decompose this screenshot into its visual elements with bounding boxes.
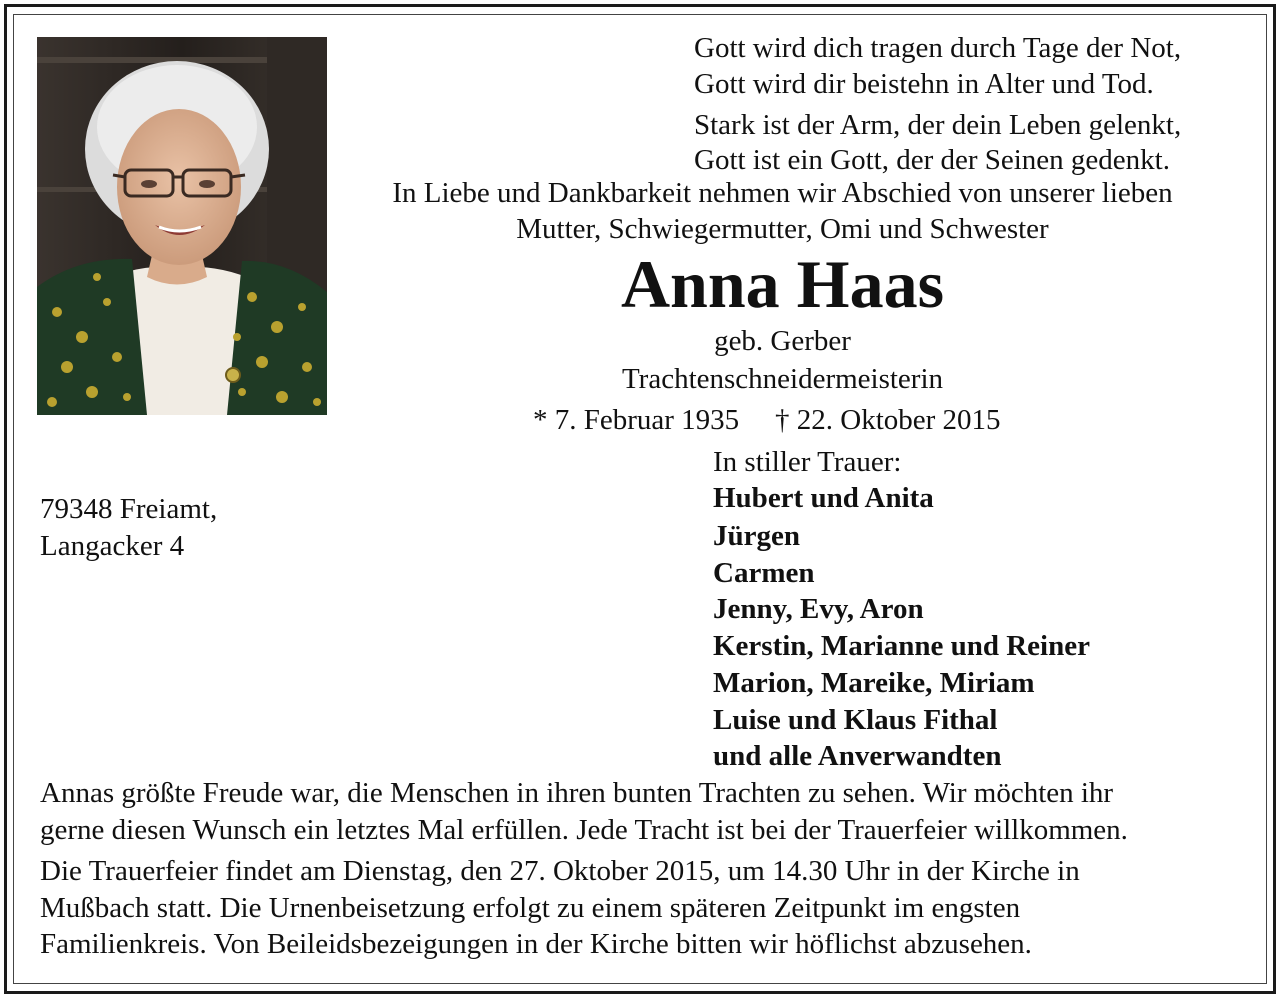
intro-line-2: Mutter, Schwiegermutter, Omi und Schwester (516, 213, 1049, 245)
mourner-name: Kerstin, Marianne und Reiner (713, 630, 1090, 662)
portrait-photo (37, 37, 327, 415)
address-line-2: Langacker 4 (40, 530, 185, 562)
mourner-name: Luise und Klaus Fithal (713, 704, 998, 736)
mourner-name: Marion, Mareike, Miriam (713, 667, 1035, 699)
mourner-name: Jenny, Evy, Aron (713, 593, 924, 625)
address-line-1: 79348 Freiamt, (40, 493, 218, 525)
maiden-name: geb. Gerber (714, 325, 851, 357)
profession: Trachtenschneidermeisterin (621, 363, 944, 395)
death-date: † 22. Oktober 2015 (775, 404, 1001, 436)
birth-date: * 7. Februar 1935 (533, 404, 740, 436)
poem-line-2: Gott wird dir beistehn in Alter und Tod. (694, 68, 1154, 100)
poem-line-4: Gott ist ein Gott, der der Seinen gedenkt. (694, 144, 1170, 176)
mourner-name: Hubert und Anita (713, 482, 934, 514)
service-line-2: Mußbach statt. Die Urnenbeisetzung erfolgt zu einem späteren Zeitpunkt im engsten (40, 892, 1021, 924)
note-line-2: gerne diesen Wunsch ein letztes Mal erfüllen. Jede Tracht ist bei der Trauerfeier willkommen. (40, 814, 1128, 846)
mourner-name: Jürgen (713, 520, 800, 552)
mourners-heading: In stiller Trauer: (713, 446, 902, 478)
mourner-name: und alle Anverwandten (713, 740, 1002, 772)
poem-line-3: Stark ist der Arm, der dein Leben gelenkt, (694, 109, 1182, 141)
intro-line-1: In Liebe und Dankbarkeit nehmen wir Abschied von unserer lieben (392, 177, 1173, 209)
deceased-name: Anna Haas (620, 246, 945, 322)
service-line-1: Die Trauerfeier findet am Dienstag, den 27. Oktober 2015, um 14.30 Uhr in der Kirche in (40, 855, 1080, 887)
mourner-name: Carmen (713, 557, 815, 589)
poem-line-1: Gott wird dich tragen durch Tage der Not, (694, 32, 1182, 64)
service-line-3: Familienkreis. Von Beileidsbezeigungen in der Kirche bitten wir höflichst abzusehen. (40, 928, 1032, 960)
note-line-1: Annas größte Freude war, die Menschen in ihren bunten Trachten zu sehen. Wir möchten ihr (40, 777, 1114, 809)
